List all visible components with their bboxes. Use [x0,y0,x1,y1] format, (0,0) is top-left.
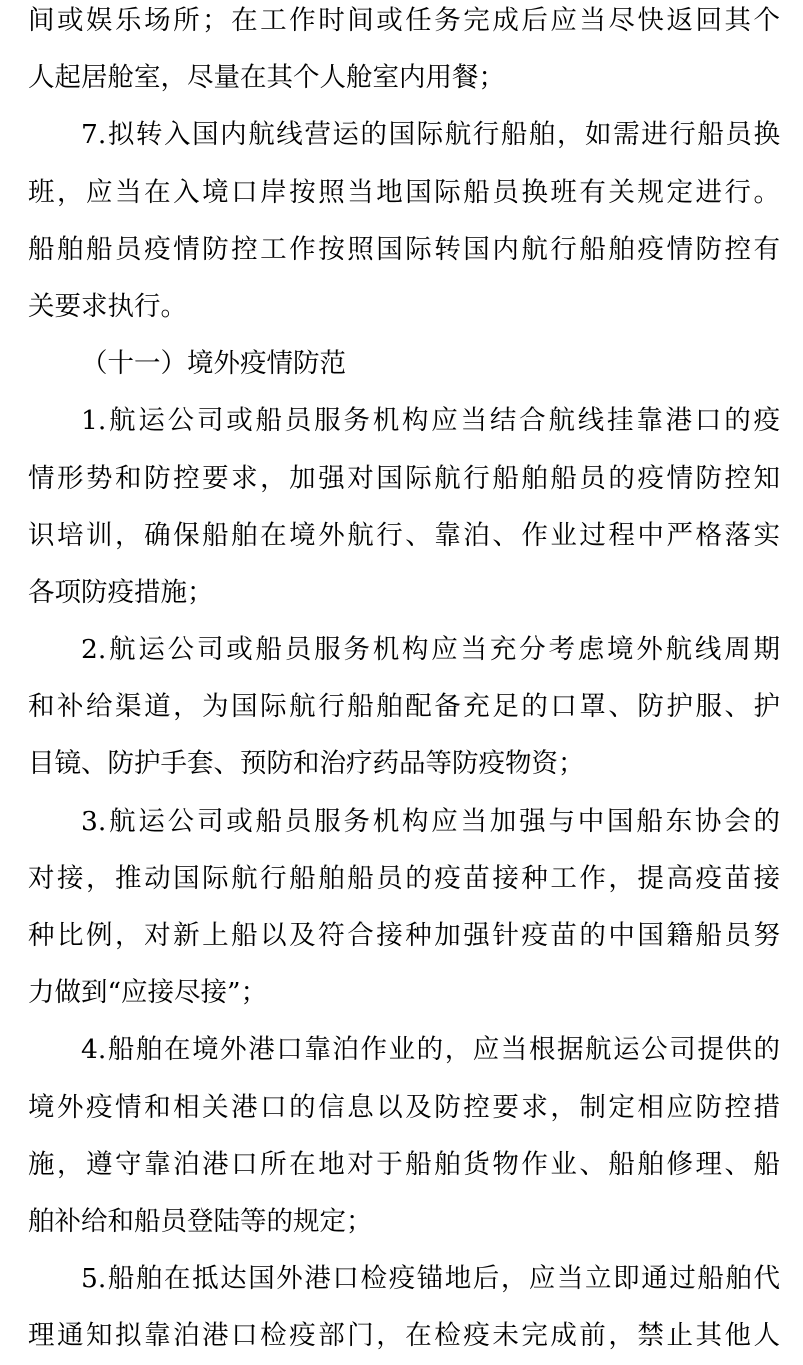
text-line: 间或娱乐场所；在工作时间或任务完成后应当尽快返回其个 [28,5,780,36]
paragraph-start-line: 1.航运公司或船员服务机构应当结合航线挂靠港口的疫 [81,405,780,437]
text-line: 理通知拟靠泊港口检疫部门，在检疫未完成前，禁止其他人 [28,1320,780,1352]
text-line: 舶补给和船员登陆等的规定； [28,1205,373,1237]
text-line: 对接，推动国际航行船舶船员的疫苗接种工作，提高疫苗接 [28,862,780,894]
text-line: 识培训，确保船舶在境外航行、靠泊、作业过程中严格落实 [28,519,780,551]
section-heading: （十一）境外疫情防范 [81,348,346,380]
paragraph-start-line: 3.航运公司或船员服务机构应当加强与中国船东协会的 [81,805,780,837]
text-line: 各项防疫措施； [28,576,214,608]
text-line: 境外疫情和相关港口的信息以及防控要求，制定相应防控措 [28,1091,780,1123]
paragraph-start-line: 7.拟转入国内航线营运的国际航行船舶，如需进行船员换 [81,119,780,151]
paragraph-start-line: 2.航运公司或船员服务机构应当充分考虑境外航线周期 [81,634,780,666]
paragraph-start-line: 5.船舶在抵达国外港口检疫锚地后，应当立即通过船舶代 [81,1263,780,1295]
text-line: 目镜、防护手套、预防和治疗药品等防疫物资； [28,748,585,780]
text-line: 关要求执行。 [28,290,187,322]
text-line: 人起居舱室，尽量在其个人舱室内用餐； [28,62,505,94]
text-line: 船舶船员疫情防控工作按照国际转国内航行船舶疫情防控有 [28,233,780,265]
text-line: 班，应当在入境口岸按照当地国际船员换班有关规定进行。 [28,176,780,208]
text-line: 情形势和防控要求，加强对国际航行船舶船员的疫情防控知 [28,462,780,494]
text-line: 和补给渠道，为国际航行船舶配备充足的口罩、防护服、护 [28,691,780,723]
text-line: 力做到“应接尽接”； [28,977,268,1009]
paragraph-start-line: 4.船舶在境外港口靠泊作业的，应当根据航运公司提供的 [81,1034,780,1066]
text-line: 种比例，对新上船以及符合接种加强针疫苗的中国籍船员努 [28,920,780,951]
text-line: 施，遵守靠泊港口所在地对于船舶货物作业、船舶修理、船 [28,1148,780,1180]
document-page [28,0,780,1365]
